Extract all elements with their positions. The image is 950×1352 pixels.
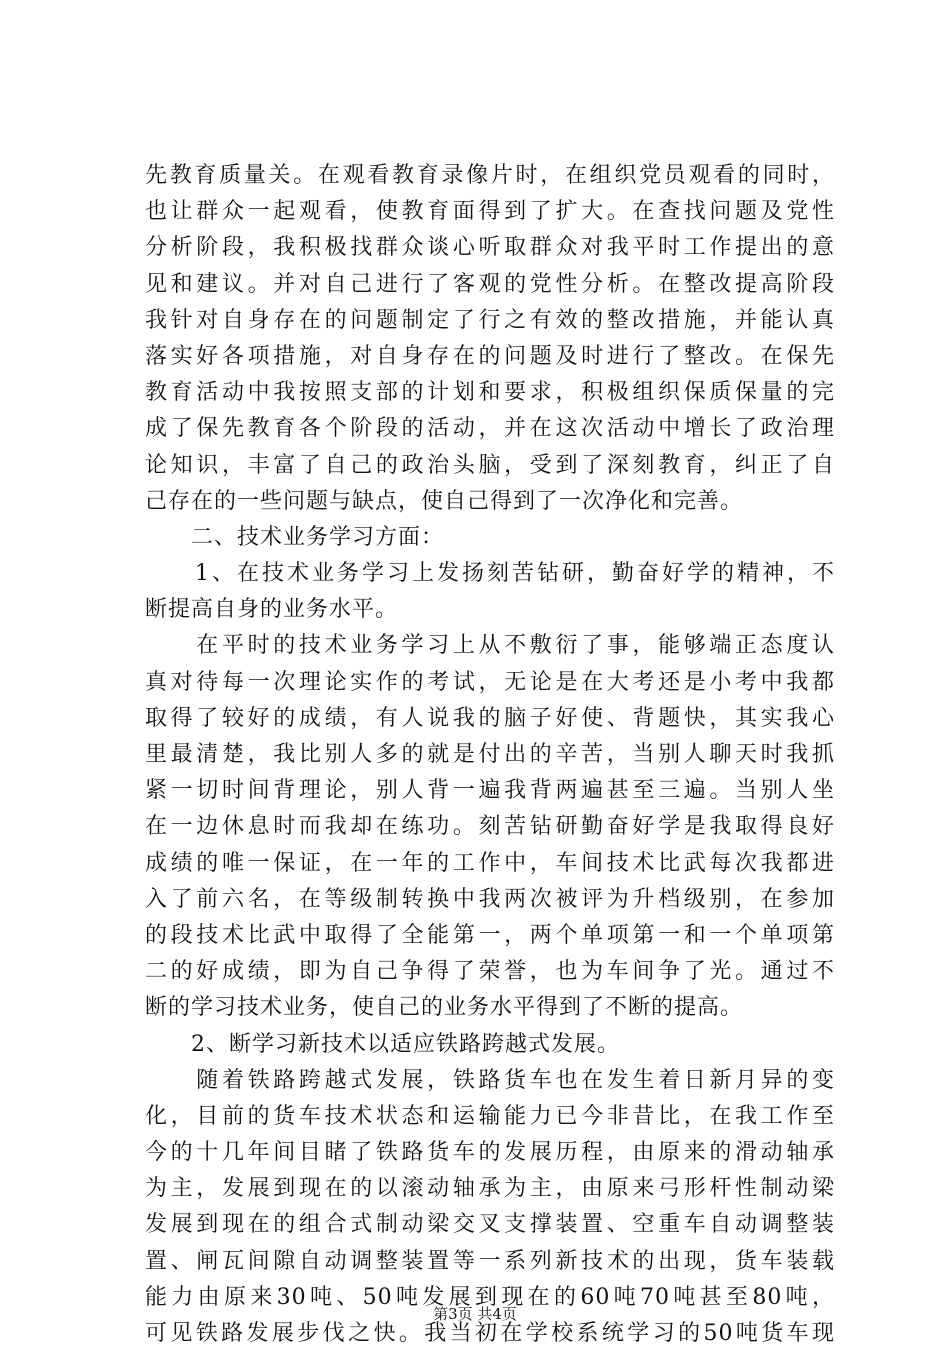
text-line: 发展到现在的组合式制动梁交叉支撑装置、空重车自动调整装	[145, 1212, 835, 1238]
text-line: 落实好各项措施，对自身存在的问题及时进行了整改。在保先	[145, 343, 835, 369]
text-line: 在一边休息时而我却在练功。刻苦钻研勤奋好学是我取得良好	[145, 814, 835, 840]
text-line: 也让群众一起观看，使教育面得到了扩大。在查找问题及党性	[145, 199, 835, 225]
text-line: 能力由原来30吨、50吨发展到现在的60吨70吨甚至80吨，	[145, 1284, 835, 1310]
text-line: 论知识，丰富了自己的政治头脑，受到了深刻教育，纠正了自	[145, 452, 835, 478]
text-line: 里最清楚，我比别人多的就是付出的辛苦，当别人聊天时我抓	[145, 742, 835, 767]
text-line: 在平时的技术业务学习上从不敷衍了事，能够端正态度认	[145, 633, 835, 659]
text-line: 见和建议。并对自己进行了客观的党性分析。在整改提高阶段	[145, 271, 835, 297]
text-line: 分析阶段，我积极找群众谈心听取群众对我平时工作提出的意	[145, 235, 835, 261]
text-line: 断的学习技术业务，使自己的业务水平得到了不断的提高。	[145, 995, 744, 1021]
text-line: 入了前六名，在等级制转换中我两次被评为升档级别，在参加	[145, 886, 835, 912]
text-line: 的段技术比武中取得了全能第一，两个单项第一和一个单项第	[145, 922, 835, 948]
text-line: 今的十几年间目睹了铁路货车的发展历程，由原来的滑动轴承	[145, 1140, 835, 1166]
text-line: 成了保先教育各个阶段的活动，并在这次活动中增长了政治理	[145, 416, 835, 442]
text-line: 己存在的一些问题与缺点，使自己得到了一次净化和完善。	[145, 488, 744, 514]
text-line: 为主，发展到现在的以滚动轴承为主，由原来弓形杆性制动梁	[145, 1176, 835, 1202]
text-line: 二的好成绩，即为自己争得了荣誉，也为车间争了光。通过不	[145, 959, 835, 985]
text-line: 可见铁路发展步伐之快。我当初在学校系统学习的50吨货车现	[145, 1321, 835, 1346]
text-line: 随着铁路跨越式发展，铁路货车也在发生着日新月异的变	[145, 1067, 835, 1093]
page-number-footer: 第3页 共4页	[433, 1305, 517, 1323]
body-text	[145, 158, 835, 1352]
text-line: 我针对自身存在的问题制定了行之有效的整改措施，并能认真	[145, 307, 835, 333]
text-line: 化，目前的货车技术状态和运输能力已今非昔比，在我工作至	[145, 1103, 835, 1129]
text-line: 真对待每一次理论实作的考试，无论是在大考还是小考中我都	[145, 669, 835, 695]
text-line: 二、技术业务学习方面：	[145, 524, 445, 550]
text-line: 1、在技术业务学习上发扬刻苦钻研，勤奋好学的精神，不	[145, 561, 835, 587]
text-line: 紧一切时间背理论，别人背一遍我背两遍甚至三遍。当别人坐	[145, 778, 835, 804]
text-line: 取得了较好的成绩，有人说我的脑子好使、背题快，其实我心	[145, 705, 835, 731]
text-line: 置、闸瓦间隙自动调整装置等一系列新技术的出现，货车装载	[145, 1248, 835, 1274]
text-line: 2、断学习新技术以适应铁路跨越式发展。	[145, 1031, 620, 1057]
text-line: 教育活动中我按照支部的计划和要求，积极组织保质保量的完	[145, 380, 835, 406]
text-line: 断提高自身的业务水平。	[145, 597, 399, 623]
text-line: 先教育质量关。在观看教育录像片时，在组织党员观看的同时，	[145, 163, 835, 188]
text-line: 成绩的唯一保证，在一年的工作中，车间技术比武每次我都进	[145, 850, 835, 876]
